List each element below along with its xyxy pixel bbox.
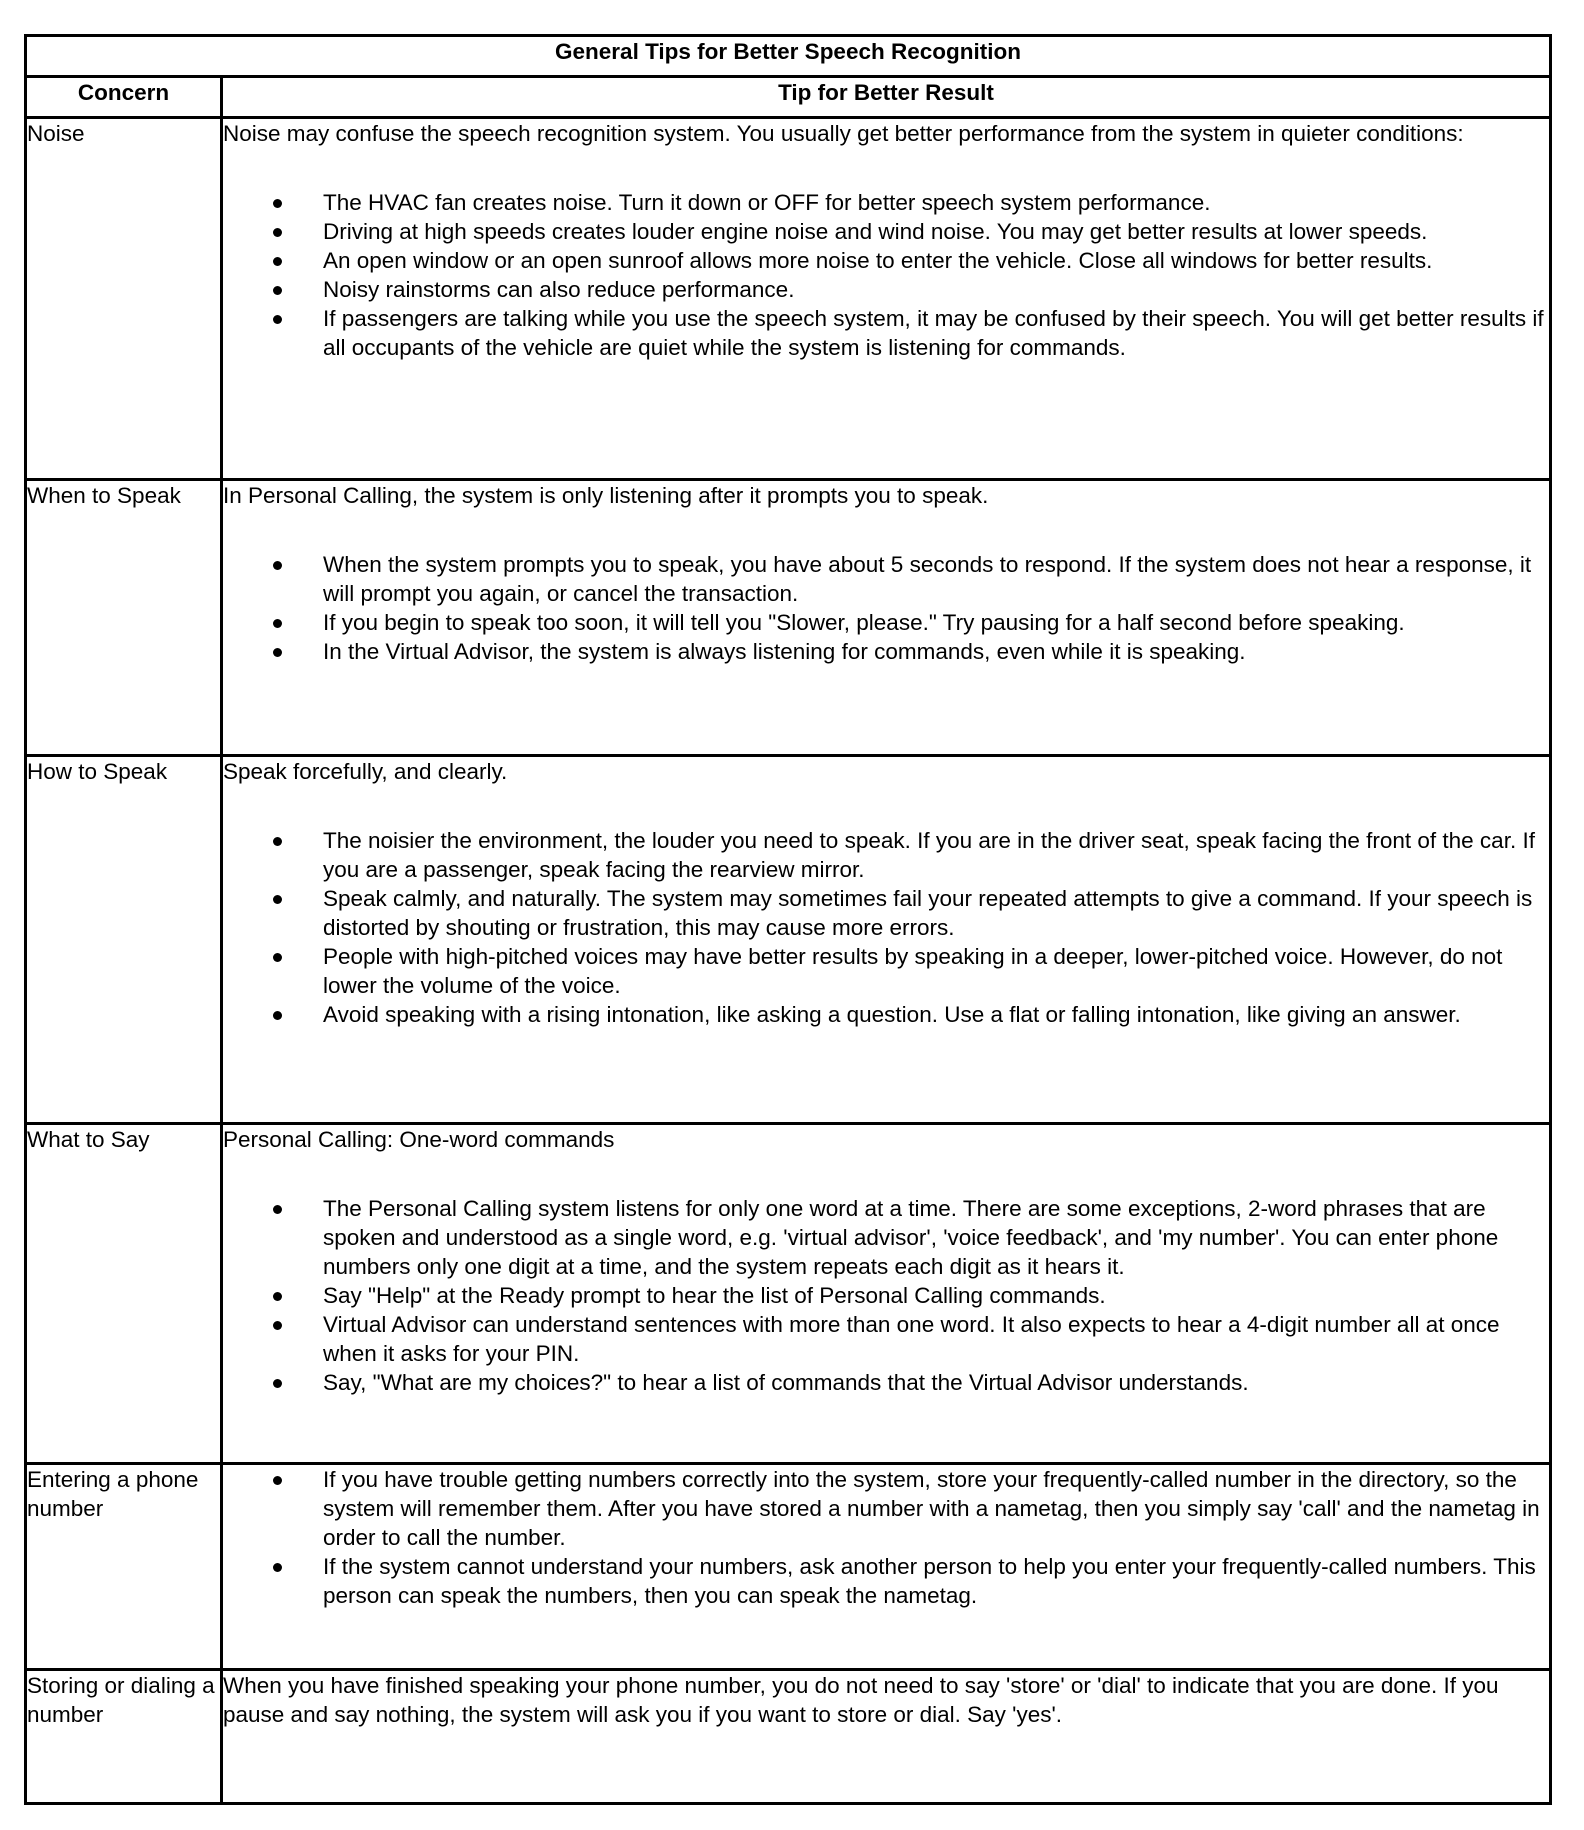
list-item: Noisy rainstorms can also reduce performance. [323,275,1549,304]
list-item: People with high-pitched voices may have better results by speaking in a deeper, lower-pitched voice. However, do not lower the volume of the voice. [323,942,1549,1000]
list-item: If you begin to speak too soon, it will tell you "Slower, please." Try pausing for a half second before speaking. [323,608,1549,637]
speech-tips-table [24,34,1552,1805]
concern-cell: What to Say [26,1124,222,1464]
tip-cell [222,1670,1551,1804]
tip-intro: Noise may confuse the speech recognition system. You usually get better performance from the system in quieter conditions: [223,121,1464,146]
list-item: If you have trouble getting numbers correctly into the system, store your frequently-called number in the directory, so the system will remember them. After you have stored a number with a nametag, then you simply say 'call' and the nametag in order to call the number. [323,1465,1549,1552]
list-item: The Personal Calling system listens for only one word at a time. There are some exceptions, 2-word phrases that are spoken and understood as a single word, e.g. 'virtual advisor', 'voice feedback', and 'my number'. You can enter phone numbers only one digit at a time, and the system repeats each digit as it hears it. [323,1194,1549,1281]
concern-cell: How to Speak [26,756,222,1124]
list-item: If the system cannot understand your numbers, ask another person to help you enter your frequently-called numbers. This person can speak the numbers, then you can speak the nametag. [323,1552,1549,1610]
list-item: Say "Help" at the Ready prompt to hear the list of Personal Calling commands. [323,1281,1549,1310]
list-item: When the system prompts you to speak, you have about 5 seconds to respond. If the system does not hear a response, it will prompt you again, or cancel the transaction. [323,550,1549,608]
table-row-how-to-speak [26,756,1551,1124]
tip-cell [222,1464,1551,1670]
list-item: Say, "What are my choices?" to hear a list of commands that the Virtual Advisor understands. [323,1368,1549,1397]
list-item: In the Virtual Advisor, the system is always listening for commands, even while it is speaking. [323,637,1549,666]
table-row-noise [26,118,1551,480]
concern-cell: When to Speak [26,480,222,756]
list-item: The HVAC fan creates noise. Turn it down or OFF for better speech system performance. [323,188,1549,217]
table-row-storing-or-dialing [26,1670,1551,1804]
tip-cell [222,1124,1551,1464]
list-item: Driving at high speeds creates louder engine noise and wind noise. You may get better results at lower speeds. [323,217,1549,246]
tip-list [223,1194,1549,1397]
column-header-row [26,77,1551,118]
tip-list [223,550,1549,666]
concern-cell: Noise [26,118,222,480]
tip-list [223,826,1549,1029]
concern-cell: Entering a phone number [26,1464,222,1670]
document-page [24,34,1552,1805]
table-title-row [26,36,1551,77]
list-item: Virtual Advisor can understand sentences with more than one word. It also expects to hear a 4-digit number all at once when it asks for your PIN. [323,1310,1549,1368]
concern-cell: Storing or dialing a number [26,1670,222,1804]
tip-intro: When you have finished speaking your phone number, you do not need to say 'store' or 'dial' to indicate that you are done. If you pause and say nothing, the system will ask you if you want to store or dial. Say 'yes'. [223,1673,1499,1727]
list-item: Avoid speaking with a rising intonation, like asking a question. Use a flat or falling intonation, like giving an answer. [323,1000,1549,1029]
list-item: If passengers are talking while you use the speech system, it may be confused by their speech. You will get better results if all occupants of the vehicle are quiet while the system is listening for commands. [323,304,1549,362]
table-title: General Tips for Better Speech Recognition [26,36,1551,77]
column-header-tip: Tip for Better Result [222,77,1551,118]
list-item: Speak calmly, and naturally. The system may sometimes fail your repeated attempts to give a command. If your speech is distorted by shouting or frustration, this may cause more errors. [323,884,1549,942]
table-row-entering-phone-number [26,1464,1551,1670]
table-row-when-to-speak [26,480,1551,756]
tip-cell [222,118,1551,480]
tip-list [223,1465,1549,1610]
table-row-what-to-say [26,1124,1551,1464]
column-header-concern: Concern [26,77,222,118]
tip-list [223,188,1549,362]
tip-intro: Personal Calling: One-word commands [223,1127,615,1152]
tip-intro: In Personal Calling, the system is only listening after it prompts you to speak. [223,483,989,508]
tip-intro: Speak forcefully, and clearly. [223,759,508,784]
tip-cell [222,480,1551,756]
list-item: The noisier the environment, the louder you need to speak. If you are in the driver seat, speak facing the front of the car. If you are a passenger, speak facing the rearview mirror. [323,826,1549,884]
tip-cell [222,756,1551,1124]
list-item: An open window or an open sunroof allows more noise to enter the vehicle. Close all windows for better results. [323,246,1549,275]
